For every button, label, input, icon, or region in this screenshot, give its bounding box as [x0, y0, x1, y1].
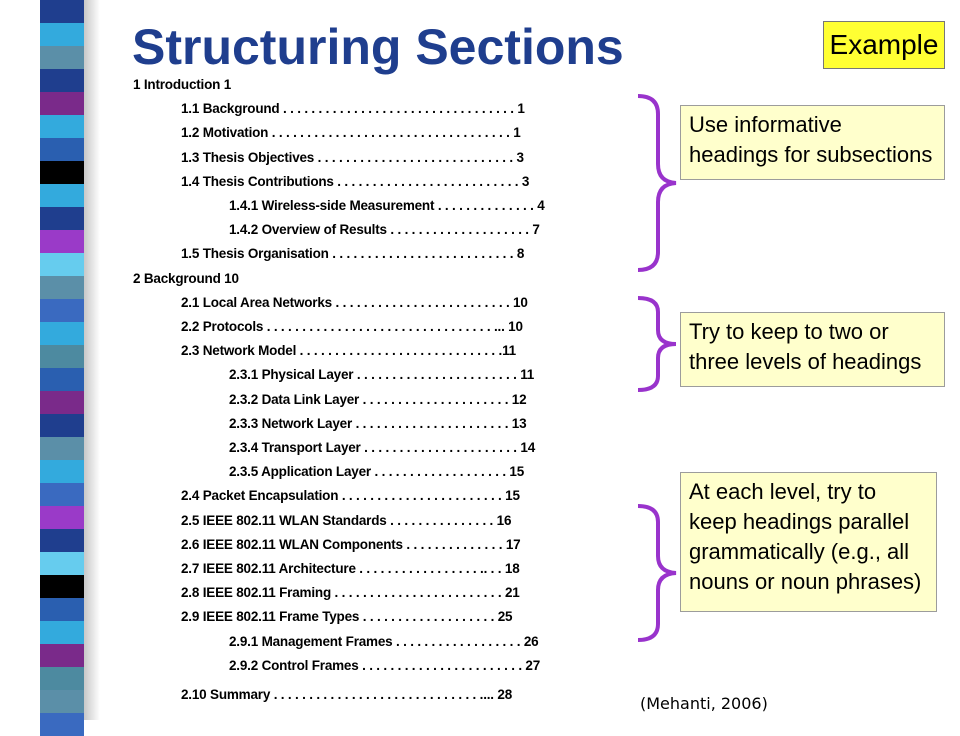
- stripe-block: [40, 598, 84, 621]
- stripe-block: [40, 230, 84, 253]
- toc-entry: 2.9.1 Management Frames . . . . . . . . . . . . . . . . . . 26: [229, 633, 539, 649]
- toc-entry: 1.5 Thesis Organisation . . . . . . . . . . . . . . . . . . . . . . . . . . 8: [181, 246, 525, 262]
- note-line: nouns or noun phrases): [689, 569, 922, 594]
- stripe-block: [40, 529, 84, 552]
- toc-entry: 2.3.1 Physical Layer . . . . . . . . . . . . . . . . . . . . . . . 11: [229, 367, 535, 383]
- note-parallel-headings: [680, 472, 937, 612]
- toc-entry: 2.3.2 Data Link Layer . . . . . . . . . . . . . . . . . . . . . 12: [229, 391, 527, 407]
- stripe-block: [40, 0, 84, 23]
- stripe-block: [40, 92, 84, 115]
- stripe-block: [40, 621, 84, 644]
- note-line: Use informative: [689, 112, 842, 137]
- toc-entry: 1.2 Motivation . . . . . . . . . . . . . . . . . . . . . . . . . . . . . . . . . . 1: [181, 125, 521, 141]
- toc-entry: 2.10 Summary . . . . . . . . . . . . . . . . . . . . . . . . . . . . . .... 28: [181, 687, 513, 702]
- stripe-block: [40, 276, 84, 299]
- toc-entry: 2.7 IEEE 802.11 Architecture . . . . . . . . . . . . . . . . . .. . . 18: [181, 561, 520, 576]
- note-line: headings for subsections: [689, 142, 933, 167]
- toc-entry: 2.6 IEEE 802.11 WLAN Components . . . . . . . . . . . . . . 17: [181, 536, 521, 552]
- toc-entry: 2.1 Local Area Networks . . . . . . . . . . . . . . . . . . . . . . . . . 10: [181, 294, 528, 310]
- note-heading-levels: [680, 312, 945, 387]
- stripe-block: [40, 322, 84, 345]
- toc-entry: 2.9.2 Control Frames . . . . . . . . . . . . . . . . . . . . . . . 27: [229, 657, 541, 673]
- stripe-block: [40, 506, 84, 529]
- stripe-block: [40, 391, 84, 414]
- note-line: three levels of headings: [689, 349, 922, 374]
- stripe-block: [40, 23, 84, 46]
- stripe-block: [40, 345, 84, 368]
- toc-entry: 2 Background 10: [133, 270, 239, 286]
- toc-entry: 2.3.4 Transport Layer . . . . . . . . . . . . . . . . . . . . . . 14: [229, 440, 536, 455]
- toc-entry: 2.3.5 Application Layer . . . . . . . . . . . . . . . . . . . 15: [229, 464, 525, 480]
- toc-entry: 1 Introduction 1: [133, 77, 232, 92]
- stripe-block: [40, 667, 84, 690]
- toc-entry: 2.4 Packet Encapsulation . . . . . . . . . . . . . . . . . . . . . . . 15: [181, 488, 520, 504]
- stripe-block: [40, 460, 84, 483]
- toc-entry: 2.9 IEEE 802.11 Frame Types . . . . . . . . . . . . . . . . . . . 25: [181, 609, 513, 625]
- note-line: keep headings parallel: [689, 509, 910, 534]
- right-curly-brace-icon: [630, 92, 680, 274]
- right-curly-brace-icon: [630, 502, 680, 644]
- toc-entry: 1.1 Background . . . . . . . . . . . . . . . . . . . . . . . . . . . . . . . . . 1: [181, 101, 525, 117]
- page-title: Structuring Sections: [132, 19, 624, 75]
- stripe-block: [40, 368, 84, 391]
- stripe-block: [40, 713, 84, 736]
- stripe-block: [40, 575, 84, 598]
- toc-entry: 2.3 Network Model . . . . . . . . . . . . . . . . . . . . . . . . . . . . .11: [181, 343, 516, 359]
- stripe-block: [40, 184, 84, 207]
- toc-entry: 2.5 IEEE 802.11 WLAN Standards . . . . . . . . . . . . . . . 16: [181, 512, 512, 528]
- stripe-block: [40, 644, 84, 667]
- stripe-block: [40, 69, 84, 92]
- note-line: At each level, try to: [689, 479, 877, 504]
- stripe-block: [40, 161, 84, 184]
- stripe-block: [40, 299, 84, 322]
- note-line: Try to keep to two or: [689, 319, 889, 344]
- decorative-color-stripe: [0, 0, 100, 720]
- toc-entry: 2.8 IEEE 802.11 Framing . . . . . . . . . . . . . . . . . . . . . . . . 21: [181, 585, 520, 601]
- toc-entry: 1.3 Thesis Objectives . . . . . . . . . . . . . . . . . . . . . . . . . . . . 3: [181, 149, 524, 165]
- note-informative-headings: [680, 105, 945, 180]
- toc-entry: 1.4.1 Wireless-side Measurement . . . . . . . . . . . . . . 4: [229, 198, 545, 213]
- stripe-block: [40, 115, 84, 138]
- stripe-block: [40, 46, 84, 69]
- toc-entry: 1.4.2 Overview of Results . . . . . . . . . . . . . . . . . . . . 7: [229, 222, 540, 238]
- right-curly-brace-icon: [630, 294, 680, 394]
- stripe-block: [40, 690, 84, 713]
- stripe-block: [40, 552, 84, 575]
- stripe-block: [40, 437, 84, 460]
- stripe-block: [40, 414, 84, 437]
- note-line: grammatically (e.g., all: [689, 539, 910, 564]
- citation: (Mehanti, 2006): [640, 694, 768, 713]
- stripe-block: [40, 253, 84, 276]
- toc-entry: 2.3.3 Network Layer . . . . . . . . . . . . . . . . . . . . . . 13: [229, 415, 527, 431]
- example-badge: Example: [823, 21, 945, 69]
- toc-entry: 2.2 Protocols . . . . . . . . . . . . . . . . . . . . . . . . . . . . . . . . ... 10: [181, 319, 523, 334]
- toc-entry: 1.4 Thesis Contributions . . . . . . . . . . . . . . . . . . . . . . . . . . 3: [181, 173, 530, 189]
- stripe-block: [40, 138, 84, 161]
- stripe-block: [40, 207, 84, 230]
- stripe-shadow: [84, 0, 100, 720]
- stripe-block: [40, 483, 84, 506]
